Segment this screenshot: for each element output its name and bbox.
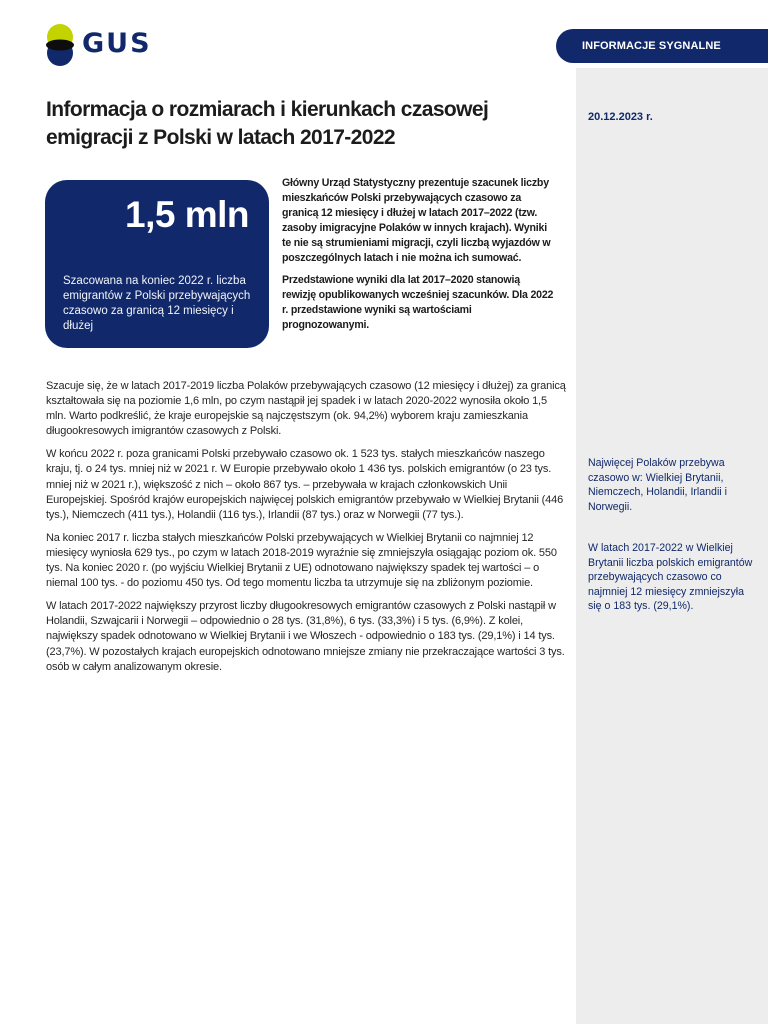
intro-paragraph: Główny Urząd Statystyczny prezentuje szacunek liczby mieszkańców Polski przebywających czasowo za granicą 12 miesięcy i dłużej w latach 2017–2022 (tzw. zasoby imigracyjne Polaków w innych krajach). Wyniki te nie są strumieniami migracji, czyli liczbą wyjazdów w poszczególnych latach i nie można ich sumować.	[282, 177, 551, 264]
sidebar-note: W latach 2017-2022 w Wielkiej Brytanii liczba polskich emigrantów przebywających czasowo co najmniej 12 miesięcy zmniejszyła się o 183 tys. (29,1%).	[588, 542, 753, 613]
publication-type-badge: INFORMACJE SYGNALNE	[556, 29, 768, 63]
sidebar-note: Najwięcej Polaków przebywa czasowo w: Wielkiej Brytanii, Niemczech, Holandii, Irlandii i Norwegii.	[588, 457, 727, 513]
body-paragraph: Na koniec 2017 r. liczba stałych mieszkańców Polski przebywających w Wielkiej Brytanii co najmniej 12 miesięcy wyniosła 629 tys., po czym w latach 2018-2019 wyraźnie się zmniejszyła osiągając poziom ok. 550 tys. Na koniec 2020 r. (po wyjściu Wielkiej Brytanii z UE) odnotowano największy spadek tej wartości – o niemal 100 tys. - do poziomu 450 tys. Od tego momentu liczba ta utrzymuje się na zbliżonym poziomie.	[46, 531, 557, 590]
highlight-box	[45, 180, 269, 348]
gus-logo-icon	[45, 24, 81, 66]
body-paragraph: W końcu 2022 r. poza granicami Polski przebywało czasowo ok. 1 523 tys. stałych mieszkańców naszego kraju, tj. o 24 tys. mniej niż w 2021 r. W Europie przebywało około 1 436 tys. polskich emigrantów (o 23 tys. mniej niż w 2021 r.), większość z nich – około 867 tys. – przebywała w krajach członkowskich Unii Europejskiej. Spośród krajów europejskich najwięcej polskich emigrantów przebywało w Wielkiej Brytanii (446 tys.), Niemczech (411 tys.), Holandii (116 tys.), Irlandii (87 tys.) oraz w Norwegii (77 tys.).	[46, 448, 564, 521]
logo-wordmark: GUS	[82, 28, 152, 59]
intro-section	[282, 176, 554, 333]
body-text	[46, 379, 568, 683]
highlight-description: Szacowana na koniec 2022 r. liczba emigrantów z Polski przebywających czasowo za granicą 12 miesięcy i dłużej	[63, 275, 251, 332]
body-paragraph: W latach 2017-2022 największy przyrost liczby długookresowych emigrantów czasowych z Polski nastąpił w Holandii, Szwajcarii i Norwegii – odpowiednio o 28 tys. (31,8%), 6 tys. (33,3%) i 5 tys. (6,9%). Z kolei, największy spadek odnotowano w Wielkiej Brytanii i we Włoszech - odpowiednio o 183 tys. (29,1%) i 14 tys. (23,7%). W pozostałych krajach europejskich odnotowano mniejsze zmiany nie przekraczające wartości 3 tys. osób w całym analizowanym okresie.	[46, 600, 565, 673]
publication-date: 20.12.2023 r.	[588, 111, 653, 123]
page-title: Informacja o rozmiarach i kierunkach czasowej emigracji z Polski w latach 2017-2022	[46, 98, 489, 149]
intro-paragraph: Przedstawione wyniki dla lat 2017–2020 stanowią rewizję opublikowanych wcześniej szacunków. Dla 2022 r. przedstawione wyniki są wartościami prognozowanymi.	[282, 274, 554, 331]
highlight-value: 1,5 mln	[125, 194, 249, 235]
body-paragraph: Szacuje się, że w latach 2017-2019 liczba Polaków przebywających czasowo (12 miesięcy i dłużej) za granicą kształtowała się na poziomie 1,6 mln, po czym nastąpił jej spadek i w latach 2020-2022 wynosiła około 1,5 mln. Warto podkreślić, że kraje europejskie są najczęstszym (ok. 94,2%) wyborem kraju zamieszkania długookresowych imigrantów czasowych z Polski.	[46, 380, 566, 438]
